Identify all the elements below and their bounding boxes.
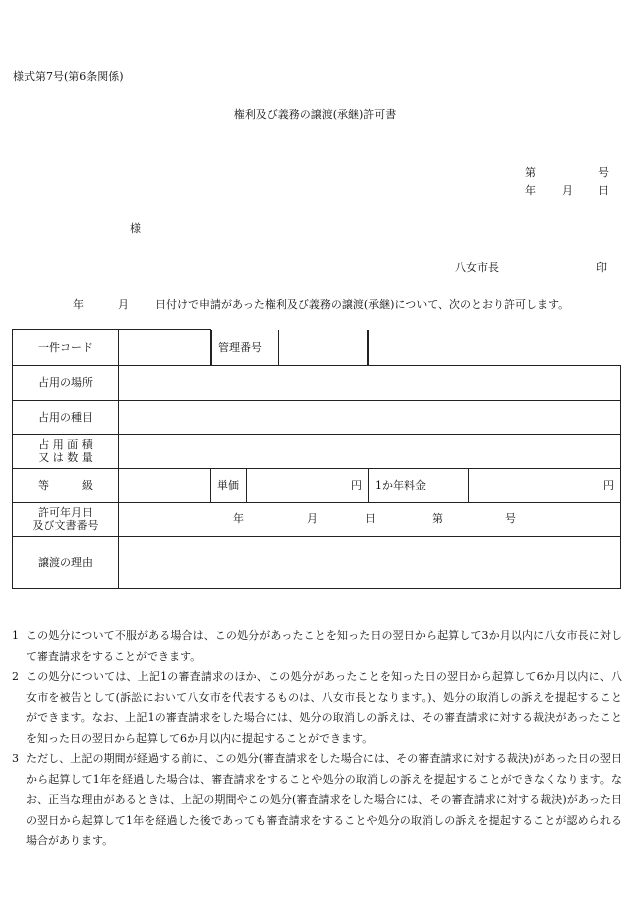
permit-details-table (12, 329, 621, 589)
seal-mark: 印 (596, 261, 607, 274)
form-number-label: 様式第7号(第6条関係) (13, 70, 124, 83)
addressee-suffix: 様 (130, 222, 141, 235)
permit-number-dai: 第 (432, 512, 443, 525)
item-code-label: 一件コード (13, 330, 119, 366)
unit-price-label: 単価 (211, 468, 247, 502)
management-no-label: 管理番号 (211, 330, 279, 365)
permit-date-label-line-2: 及び文書番号 (32, 519, 99, 532)
table-row (13, 365, 621, 400)
annual-fee-label: 1か年料金 (369, 468, 469, 502)
unit-price-value[interactable] (247, 468, 369, 502)
list-item (12, 749, 622, 852)
table-row (13, 330, 621, 366)
intro-month: 月 (118, 298, 129, 311)
issue-date-month: 月 (562, 184, 573, 197)
note-text: この処分については、上記1の審査請求のほか、この処分があったことを知った日の翌日から起算して6か月以内に、八女市を被告として(訴訟において八女市を代表するものは、八女市長となります。)、処分の取消しの訴えを提起することができます。なお、上記1の審査請求をした場合には、処分の取消しの訴えは、その審査請求に対する裁決があったことを知った日の翌日から起算して6か月以内に提起することができます。 (26, 670, 622, 745)
document-title: 権利及び義務の譲渡(承継)許可書 (233, 108, 397, 121)
issue-date-year: 年 (525, 184, 536, 197)
table-row (13, 400, 621, 434)
permit-date-value[interactable] (119, 502, 621, 536)
note-number: 3 (12, 752, 19, 765)
issuer-name: 八女市長 (455, 261, 499, 274)
table-row (13, 536, 621, 588)
note-text: この処分について不服がある場合は、この処分があったことを知った日の翌日から起算して3か月以内に八女市長に対して審査請求をすることができます。 (26, 629, 622, 663)
location-value[interactable] (119, 365, 621, 400)
intro-sentence (73, 296, 569, 312)
grade-label: 等 級 (13, 468, 119, 502)
permit-date-label-line-1: 許可年月日 (38, 506, 93, 519)
permit-day: 日 (365, 512, 376, 525)
table-row (13, 502, 621, 536)
item-code-value[interactable] (119, 330, 211, 366)
area-label (13, 434, 119, 468)
type-label: 占用の種目 (13, 400, 119, 434)
yen-unit-2: 円 (603, 478, 614, 492)
note-text: ただし、上記の期間が経過する前に、この処分(審査請求をした場合には、その審査請求に対する裁決)があった日の翌日から起算して1年を経過した場合は、審査請求をすることや処分の取消しの訴えを提起することができなくなります。なお、正当な理由があるときは、上記の期間やこの処分(審査請求をした場合には、その審査請求に対する裁決)があった日の翌日から起算して1年を経過した後であっても審査請求をすることや処分の取消しの訴えを提起することが認められる場合があります。 (26, 752, 622, 847)
intro-text: 日付けで申請があった権利及び義務の譲渡(承継)について、次のとおり許可します。 (155, 298, 570, 311)
intro-year: 年 (73, 298, 84, 311)
grade-value[interactable] (119, 468, 211, 502)
list-item (12, 626, 622, 667)
permit-year: 年 (233, 512, 244, 525)
permit-month: 月 (307, 512, 318, 525)
permit-date-label (13, 502, 119, 536)
list-item (12, 667, 622, 749)
type-value[interactable] (119, 400, 621, 434)
document-number-go: 号 (598, 166, 609, 179)
reason-value[interactable] (119, 536, 621, 588)
note-number: 1 (12, 629, 19, 642)
notes-list (12, 626, 622, 852)
location-label: 占用の場所 (13, 365, 119, 400)
area-label-line-1: 占 用 面 積 (38, 438, 93, 451)
table-row (13, 434, 621, 468)
annual-fee-value[interactable] (469, 468, 621, 502)
management-no-value[interactable] (279, 330, 368, 365)
reason-label: 譲渡の理由 (13, 536, 119, 588)
issue-date-day: 日 (598, 184, 609, 197)
document-number-dai: 第 (525, 166, 536, 179)
table-row (13, 468, 621, 502)
area-value[interactable] (119, 434, 621, 468)
note-number: 2 (12, 670, 19, 683)
area-label-line-2: 又 は 数 量 (38, 451, 93, 464)
permit-number-go: 号 (505, 512, 516, 525)
yen-unit-1: 円 (351, 478, 362, 492)
